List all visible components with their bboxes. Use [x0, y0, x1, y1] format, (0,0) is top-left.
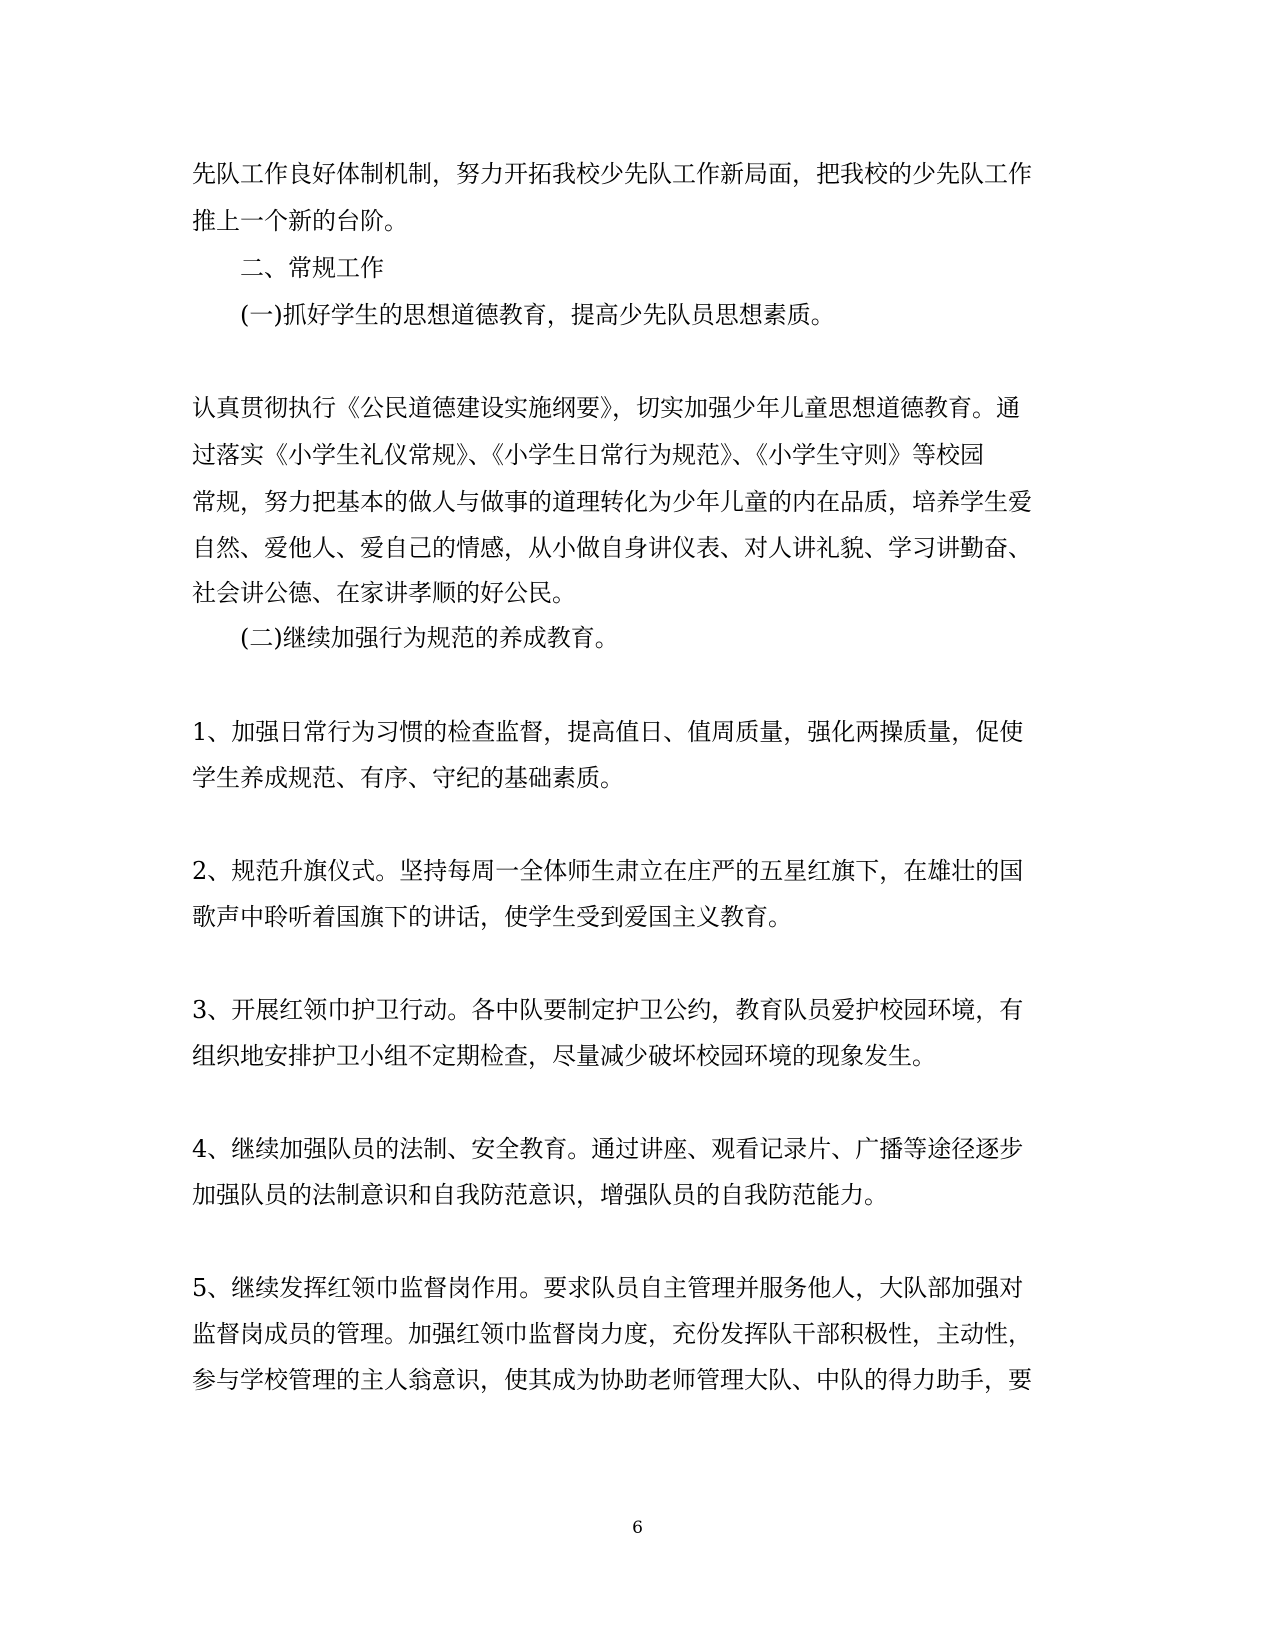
body-text-line: 自然、爱他人、爱自己的情感，从小做自身讲仪表、对人讲礼貌、学习讲勤奋、 — [192, 534, 1032, 562]
list-item-line: 2、规范升旗仪式。坚持每周一全体师生肃立在庄严的五星红旗下，在雄壮的国 — [192, 857, 1024, 885]
list-item-line: 监督岗成员的管理。加强红领巾监督岗力度，充份发挥队干部积极性，主动性， — [192, 1320, 1032, 1348]
list-item-line: 5、继续发挥红领巾监督岗作用。要求队员自主管理并服务他人，大队部加强对 — [192, 1274, 1024, 1302]
list-item-line: 3、开展红领巾护卫行动。各中队要制定护卫公约，教育队员爱护校园环境，有 — [192, 996, 1024, 1024]
list-item-line: 1、加强日常行为习惯的检查监督，提高值日、值周质量，强化两操质量，促使 — [192, 718, 1024, 746]
body-text-line: 推上一个新的台阶。 — [192, 207, 408, 235]
body-text-line: 社会讲公德、在家讲孝顺的好公民。 — [192, 579, 576, 607]
list-item-line: 参与学校管理的主人翁意识，使其成为协助老师管理大队、中队的得力助手，要 — [192, 1366, 1032, 1394]
subsection-heading: (二)继续加强行为规范的养成教育。 — [240, 624, 619, 652]
list-item-line: 加强队员的法制意识和自我防范意识，增强队员的自我防范能力。 — [192, 1181, 888, 1209]
page-number: 6 — [632, 1518, 643, 1538]
body-text-line: 认真贯彻执行《公民道德建设实施纲要》，切实加强少年儿童思想道德教育。通 — [192, 394, 1020, 422]
body-text-line: 常规，努力把基本的做人与做事的道理转化为少年儿童的内在品质，培养学生爱 — [192, 488, 1032, 516]
list-item-line: 组织地安排护卫小组不定期检查，尽量减少破坏校园环境的现象发生。 — [192, 1042, 936, 1070]
body-text-line: 先队工作良好体制机制，努力开拓我校少先队工作新局面，把我校的少先队工作 — [192, 160, 1032, 188]
body-text-line: 过落实《小学生礼仪常规》、《小学生日常行为规范》、《小学生守则》等校园 — [192, 441, 984, 469]
subsection-heading: (一)抓好学生的思想道德教育，提高少先队员思想素质。 — [240, 301, 835, 329]
list-item-line: 4、继续加强队员的法制、安全教育。通过讲座、观看记录片、广播等途径逐步 — [192, 1135, 1024, 1163]
list-item-line: 歌声中聆听着国旗下的讲话，使学生受到爱国主义教育。 — [192, 903, 792, 931]
section-heading: 二、常规工作 — [240, 254, 384, 282]
list-item-line: 学生养成规范、有序、守纪的基础素质。 — [192, 764, 624, 792]
